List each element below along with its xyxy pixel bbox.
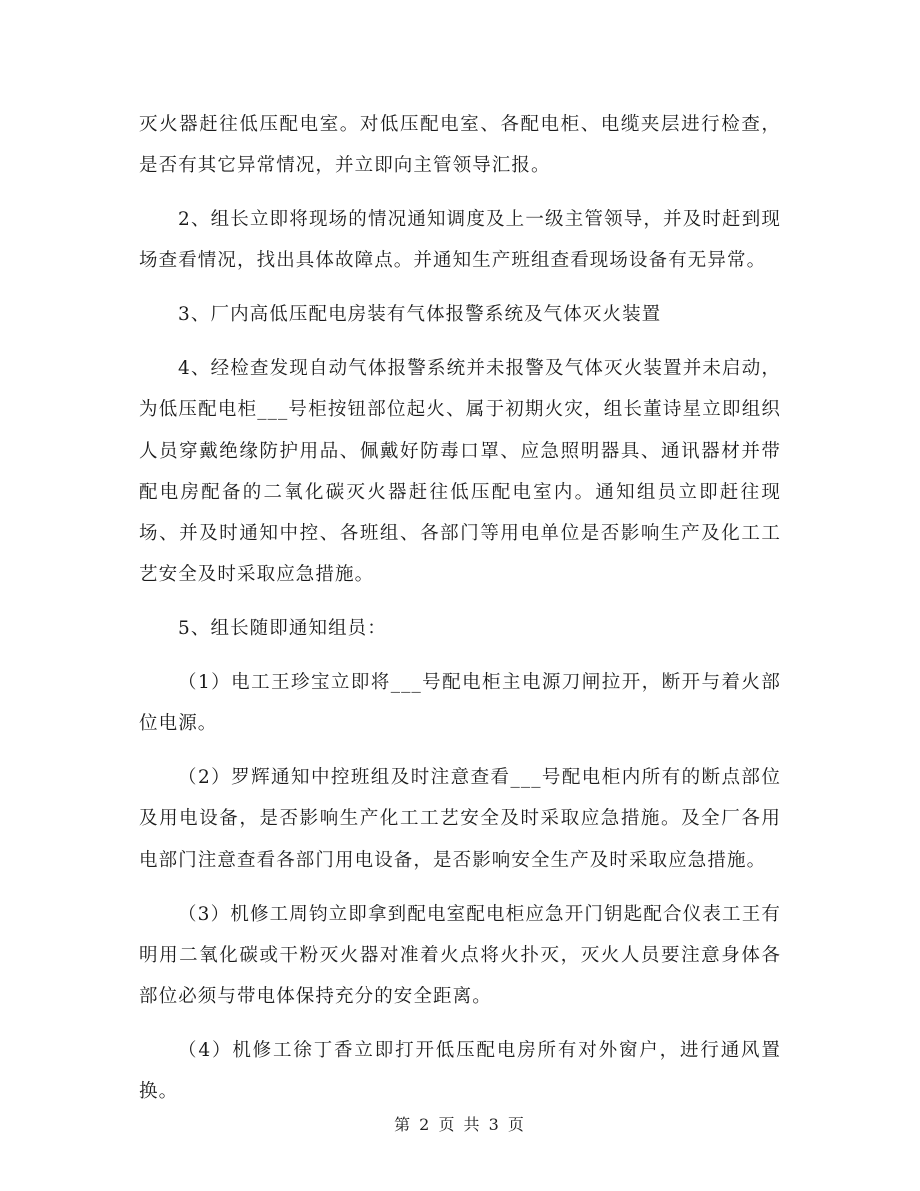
document-body	[139, 104, 781, 1125]
page-footer: 第 2 页 共 3 页	[394, 1115, 526, 1134]
paragraph-item-5: 5、组长随即通知组员：	[178, 618, 387, 640]
paragraph-subitem-2: （2）罗辉通知中控班组及时注意查看___号配电柜内所有的断点部位及用电设备，是否影响生产化工工艺安全及时采取应急措施。及全厂各用电部门注意查看各部门用电设备，是否影响安全生产及时采取应急措施。	[139, 767, 781, 871]
paragraph-subitem-3: （3）机修工周钧立即拿到配电室配电柜应急开门钥匙配合仪表工王有明用二氧化碳或干粉灭火器对准着火点将火扑灭，灭火人员要注意身体各部位必须与带电体保持充分的安全距离。	[139, 903, 781, 1008]
paragraph-item-4: 4、经检查发现自动气体报警系统并未报警及气体灭火装置并未启动，为低压配电柜___号柜按钮部位起火、属于初期火灾，组长董诗星立即组织人员穿戴绝缘防护用品、佩戴好防毒口罩、应急照明器具、通讯器材并带配电房配备的二氧化碳灭火器赶往低压配电室内。通知组员立即赶往现场、并及时通知中控、各班组、各部门等用电单位是否影响生产及化工工艺安全及时采取应急措施。	[139, 357, 781, 586]
paragraph-subitem-4: （4）机修工徐丁香立即打开低压配电房所有对外窗户，进行通风置换。	[139, 1039, 781, 1103]
paragraph-subitem-1: （1）电工王珍宝立即将___号配电柜主电源刀闸拉开，断开与着火部位电源。	[139, 672, 781, 735]
paragraph-item-2: 2、组长立即将现场的情况通知调度及上一级主管领导，并及时赶到现场查看情况，找出具体故障点。并通知生产班组查看现场设备有无异常。	[139, 209, 781, 272]
paragraph-continuation: 灭火器赶往低压配电室。对低压配电室、各配电柜、电缆夹层进行检查，是否有其它异常情况，并立即向主管领导汇报。	[139, 114, 781, 177]
paragraph-item-3: 3、厂内高低压配电房装有气体报警系统及气体灭火装置	[178, 304, 662, 326]
